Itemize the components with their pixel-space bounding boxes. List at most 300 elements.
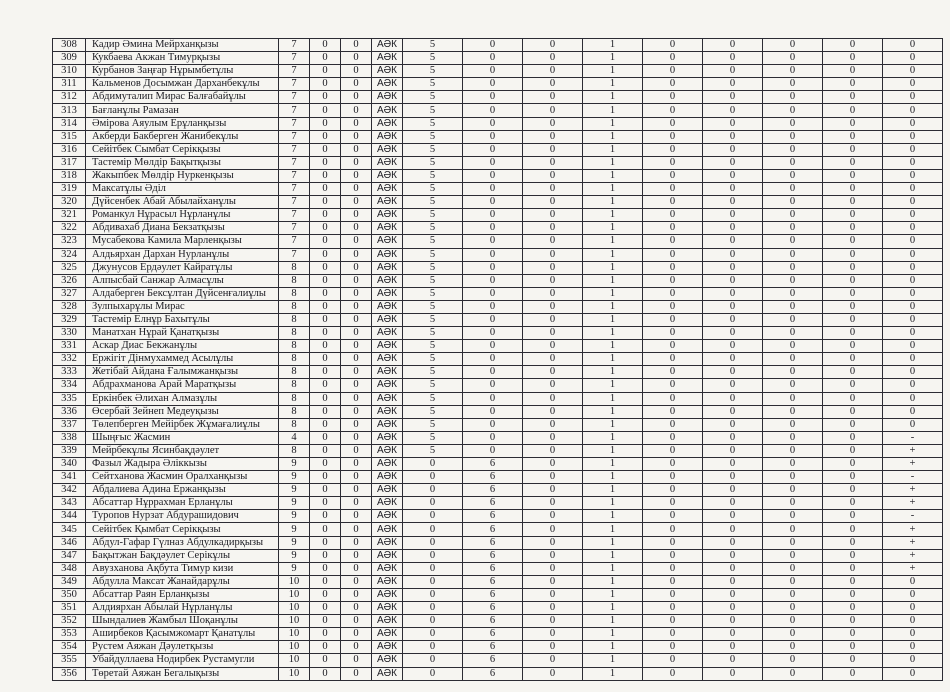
language-code-cell: АӘК (372, 575, 403, 588)
col-i-cell: 0 (763, 379, 823, 392)
col-e-cell: 0 (523, 313, 583, 326)
col-h-cell: 0 (703, 379, 763, 392)
col-d-cell: 6 (463, 575, 523, 588)
row-number-cell: 334 (53, 379, 86, 392)
col-g-cell: 0 (643, 654, 703, 667)
col-k-cell: 0 (883, 340, 943, 353)
col-c-cell: 5 (403, 418, 463, 431)
row-number-cell: 316 (53, 143, 86, 156)
language-code-cell: АӘК (372, 628, 403, 641)
table-row (53, 287, 943, 300)
col-i-cell: 0 (763, 628, 823, 641)
language-code-cell: АӘК (372, 313, 403, 326)
col-a-cell: 0 (310, 667, 341, 680)
row-number-cell: 346 (53, 536, 86, 549)
student-name-cell: Кукбаева Акжан Тимурқызы (86, 52, 279, 65)
col-f-cell: 1 (583, 169, 643, 182)
row-number-cell: 315 (53, 130, 86, 143)
col-g-cell: 0 (643, 104, 703, 117)
col-e-cell: 0 (523, 130, 583, 143)
col-h-cell: 0 (703, 287, 763, 300)
student-name-cell: Абдулла Максат Жанайдарұлы (86, 575, 279, 588)
col-f-cell: 1 (583, 353, 643, 366)
student-name-cell: Тастемір Елнұр Бахытұлы (86, 313, 279, 326)
col-j-cell: 0 (823, 117, 883, 130)
col-j-cell: 0 (823, 52, 883, 65)
col-b-cell: 0 (341, 510, 372, 523)
col-c-cell: 0 (403, 484, 463, 497)
row-number-cell: 348 (53, 562, 86, 575)
student-name-cell: Жетібай Айдана Ғалымжанқызы (86, 366, 279, 379)
row-number-cell: 327 (53, 287, 86, 300)
col-d-cell: 0 (463, 196, 523, 209)
col-k-cell: 0 (883, 130, 943, 143)
col-c-cell: 0 (403, 602, 463, 615)
col-f-cell: 1 (583, 39, 643, 52)
col-c-cell: 5 (403, 300, 463, 313)
col-h-cell: 0 (703, 405, 763, 418)
col-f-cell: 1 (583, 549, 643, 562)
grade-cell: 8 (279, 340, 310, 353)
col-j-cell: 0 (823, 340, 883, 353)
col-h-cell: 0 (703, 353, 763, 366)
grade-cell: 8 (279, 353, 310, 366)
col-f-cell: 1 (583, 117, 643, 130)
col-e-cell: 0 (523, 143, 583, 156)
student-name-cell: Туропов Нурзат Абдурашидович (86, 510, 279, 523)
table-row (53, 183, 943, 196)
col-g-cell: 0 (643, 52, 703, 65)
col-a-cell: 0 (310, 405, 341, 418)
col-c-cell: 0 (403, 458, 463, 471)
col-g-cell: 0 (643, 248, 703, 261)
col-a-cell: 0 (310, 287, 341, 300)
col-f-cell: 1 (583, 392, 643, 405)
table-row (53, 392, 943, 405)
col-k-cell: 0 (883, 379, 943, 392)
col-e-cell: 0 (523, 431, 583, 444)
language-code-cell: АӘК (372, 183, 403, 196)
col-a-cell: 0 (310, 130, 341, 143)
row-number-cell: 308 (53, 39, 86, 52)
col-e-cell: 0 (523, 444, 583, 457)
col-b-cell: 0 (341, 313, 372, 326)
language-code-cell: АӘК (372, 261, 403, 274)
col-c-cell: 5 (403, 261, 463, 274)
col-f-cell: 1 (583, 261, 643, 274)
col-f-cell: 1 (583, 641, 643, 654)
col-j-cell: 0 (823, 65, 883, 78)
col-a-cell: 0 (310, 222, 341, 235)
col-e-cell: 0 (523, 497, 583, 510)
table-row (53, 379, 943, 392)
col-i-cell: 0 (763, 615, 823, 628)
col-c-cell: 0 (403, 510, 463, 523)
row-number-cell: 317 (53, 156, 86, 169)
table-row (53, 654, 943, 667)
col-e-cell: 0 (523, 510, 583, 523)
grade-cell: 7 (279, 65, 310, 78)
col-a-cell: 0 (310, 366, 341, 379)
col-i-cell: 0 (763, 510, 823, 523)
col-h-cell: 0 (703, 117, 763, 130)
col-j-cell: 0 (823, 196, 883, 209)
col-a-cell: 0 (310, 156, 341, 169)
col-j-cell: 0 (823, 549, 883, 562)
row-number-cell: 340 (53, 458, 86, 471)
col-a-cell: 0 (310, 91, 341, 104)
col-d-cell: 0 (463, 117, 523, 130)
grade-cell: 10 (279, 654, 310, 667)
col-f-cell: 1 (583, 628, 643, 641)
col-e-cell: 0 (523, 235, 583, 248)
col-i-cell: 0 (763, 78, 823, 91)
language-code-cell: АӘК (372, 287, 403, 300)
col-f-cell: 1 (583, 602, 643, 615)
col-g-cell: 0 (643, 484, 703, 497)
grade-cell: 8 (279, 418, 310, 431)
col-c-cell: 5 (403, 287, 463, 300)
col-b-cell: 0 (341, 222, 372, 235)
table-row (53, 588, 943, 601)
table-row (53, 353, 943, 366)
col-a-cell: 0 (310, 261, 341, 274)
col-h-cell: 0 (703, 196, 763, 209)
col-c-cell: 5 (403, 78, 463, 91)
col-c-cell: 5 (403, 353, 463, 366)
col-h-cell: 0 (703, 104, 763, 117)
col-c-cell: 5 (403, 196, 463, 209)
col-k-cell: 0 (883, 143, 943, 156)
grade-cell: 8 (279, 287, 310, 300)
col-h-cell: 0 (703, 667, 763, 680)
col-c-cell: 5 (403, 183, 463, 196)
table-row (53, 405, 943, 418)
col-h-cell: 0 (703, 497, 763, 510)
col-g-cell: 0 (643, 431, 703, 444)
language-code-cell: АӘК (372, 392, 403, 405)
col-k-cell: 0 (883, 366, 943, 379)
student-name-cell: Мейрбекұлы Ясинбақдәулет (86, 444, 279, 457)
col-c-cell: 5 (403, 248, 463, 261)
col-i-cell: 0 (763, 602, 823, 615)
col-d-cell: 6 (463, 510, 523, 523)
grade-cell: 10 (279, 615, 310, 628)
col-c-cell: 5 (403, 405, 463, 418)
col-j-cell: 0 (823, 523, 883, 536)
col-e-cell: 0 (523, 183, 583, 196)
grade-cell: 8 (279, 313, 310, 326)
table-row (53, 615, 943, 628)
col-d-cell: 0 (463, 431, 523, 444)
table-row (53, 222, 943, 235)
col-c-cell: 5 (403, 169, 463, 182)
table-row (53, 575, 943, 588)
col-c-cell: 0 (403, 471, 463, 484)
col-g-cell: 0 (643, 287, 703, 300)
col-f-cell: 1 (583, 104, 643, 117)
col-g-cell: 0 (643, 536, 703, 549)
col-i-cell: 0 (763, 169, 823, 182)
language-code-cell: АӘК (372, 484, 403, 497)
grade-cell: 7 (279, 117, 310, 130)
student-name-cell: Шыңғыс Жасмин (86, 431, 279, 444)
col-h-cell: 0 (703, 130, 763, 143)
student-name-cell: Сейітбек Сымбат Серікқызы (86, 143, 279, 156)
student-name-cell: Мусабекова Камила Марленқызы (86, 235, 279, 248)
col-h-cell: 0 (703, 588, 763, 601)
student-name-cell: Джунусов Ердәулет Кайратұлы (86, 261, 279, 274)
col-e-cell: 0 (523, 471, 583, 484)
col-i-cell: 0 (763, 549, 823, 562)
col-d-cell: 6 (463, 497, 523, 510)
table-row (53, 196, 943, 209)
grade-cell: 9 (279, 471, 310, 484)
col-b-cell: 0 (341, 405, 372, 418)
col-j-cell: 0 (823, 91, 883, 104)
col-h-cell: 0 (703, 52, 763, 65)
col-b-cell: 0 (341, 52, 372, 65)
student-name-cell: Абдалиева Адина Ержанқызы (86, 484, 279, 497)
student-name-cell: Фазыл Жадыра Әліккызы (86, 458, 279, 471)
col-c-cell: 5 (403, 104, 463, 117)
col-d-cell: 0 (463, 91, 523, 104)
language-code-cell: АӘК (372, 523, 403, 536)
col-a-cell: 0 (310, 353, 341, 366)
col-d-cell: 0 (463, 366, 523, 379)
col-g-cell: 0 (643, 523, 703, 536)
col-d-cell: 0 (463, 287, 523, 300)
col-h-cell: 0 (703, 300, 763, 313)
col-i-cell: 0 (763, 405, 823, 418)
col-g-cell: 0 (643, 575, 703, 588)
table-row (53, 104, 943, 117)
col-a-cell: 0 (310, 471, 341, 484)
grade-cell: 7 (279, 143, 310, 156)
student-name-cell: Бақытжан Бақдәулет Серікұлы (86, 549, 279, 562)
row-number-cell: 330 (53, 327, 86, 340)
col-h-cell: 0 (703, 484, 763, 497)
col-g-cell: 0 (643, 209, 703, 222)
col-f-cell: 1 (583, 248, 643, 261)
row-number-cell: 332 (53, 353, 86, 366)
col-k-cell: 0 (883, 418, 943, 431)
col-g-cell: 0 (643, 366, 703, 379)
row-number-cell: 354 (53, 641, 86, 654)
col-h-cell: 0 (703, 615, 763, 628)
col-g-cell: 0 (643, 615, 703, 628)
student-name-cell: Кадир Әмина Мейрханқызы (86, 39, 279, 52)
col-i-cell: 0 (763, 143, 823, 156)
student-name-cell: Өсербай Зейнеп Медеуқызы (86, 405, 279, 418)
col-i-cell: 0 (763, 366, 823, 379)
language-code-cell: АӘК (372, 602, 403, 615)
col-b-cell: 0 (341, 392, 372, 405)
table-row (53, 52, 943, 65)
col-c-cell: 0 (403, 497, 463, 510)
student-name-cell: Еркінбек Әлихан Алмазұлы (86, 392, 279, 405)
row-number-cell: 338 (53, 431, 86, 444)
col-j-cell: 0 (823, 628, 883, 641)
col-d-cell: 0 (463, 130, 523, 143)
grade-cell: 7 (279, 78, 310, 91)
col-i-cell: 0 (763, 117, 823, 130)
student-name-cell: Аширбеков Қасымжомарт Қанатұлы (86, 628, 279, 641)
col-a-cell: 0 (310, 536, 341, 549)
col-f-cell: 1 (583, 300, 643, 313)
col-g-cell: 0 (643, 379, 703, 392)
language-code-cell: АӘК (372, 667, 403, 680)
col-g-cell: 0 (643, 78, 703, 91)
language-code-cell: АӘК (372, 65, 403, 78)
col-a-cell: 0 (310, 274, 341, 287)
col-d-cell: 6 (463, 484, 523, 497)
grade-cell: 8 (279, 274, 310, 287)
language-code-cell: АӘК (372, 562, 403, 575)
col-d-cell: 0 (463, 379, 523, 392)
grade-cell: 9 (279, 523, 310, 536)
col-a-cell: 0 (310, 340, 341, 353)
col-d-cell: 0 (463, 313, 523, 326)
col-c-cell: 0 (403, 549, 463, 562)
col-a-cell: 0 (310, 65, 341, 78)
col-j-cell: 0 (823, 602, 883, 615)
col-e-cell: 0 (523, 588, 583, 601)
table-row (53, 497, 943, 510)
col-e-cell: 0 (523, 78, 583, 91)
col-k-cell: 0 (883, 209, 943, 222)
col-h-cell: 0 (703, 654, 763, 667)
col-f-cell: 1 (583, 418, 643, 431)
col-h-cell: 0 (703, 444, 763, 457)
col-c-cell: 0 (403, 654, 463, 667)
grade-cell: 7 (279, 169, 310, 182)
student-name-cell: Аскар Диас Бекжанұлы (86, 340, 279, 353)
col-j-cell: 0 (823, 130, 883, 143)
col-i-cell: 0 (763, 353, 823, 366)
col-f-cell: 1 (583, 183, 643, 196)
col-a-cell: 0 (310, 300, 341, 313)
table-row (53, 117, 943, 130)
col-k-cell: 0 (883, 313, 943, 326)
col-c-cell: 5 (403, 52, 463, 65)
col-k-cell: 0 (883, 104, 943, 117)
row-number-cell: 309 (53, 52, 86, 65)
col-k-cell: 0 (883, 248, 943, 261)
col-d-cell: 0 (463, 39, 523, 52)
row-number-cell: 312 (53, 91, 86, 104)
col-k-cell: 0 (883, 156, 943, 169)
col-j-cell: 0 (823, 379, 883, 392)
col-b-cell: 0 (341, 235, 372, 248)
col-e-cell: 0 (523, 484, 583, 497)
col-j-cell: 0 (823, 261, 883, 274)
col-i-cell: 0 (763, 340, 823, 353)
row-number-cell: 333 (53, 366, 86, 379)
language-code-cell: АӘК (372, 405, 403, 418)
col-c-cell: 0 (403, 667, 463, 680)
col-d-cell: 0 (463, 418, 523, 431)
col-k-cell: + (883, 562, 943, 575)
col-k-cell: 0 (883, 392, 943, 405)
col-d-cell: 0 (463, 52, 523, 65)
col-e-cell: 0 (523, 261, 583, 274)
col-g-cell: 0 (643, 313, 703, 326)
row-number-cell: 341 (53, 471, 86, 484)
col-j-cell: 0 (823, 39, 883, 52)
col-g-cell: 0 (643, 602, 703, 615)
language-code-cell: АӘК (372, 471, 403, 484)
language-code-cell: АӘК (372, 274, 403, 287)
col-i-cell: 0 (763, 52, 823, 65)
col-i-cell: 0 (763, 523, 823, 536)
row-number-cell: 323 (53, 235, 86, 248)
language-code-cell: АӘК (372, 444, 403, 457)
row-number-cell: 319 (53, 183, 86, 196)
col-c-cell: 0 (403, 562, 463, 575)
col-b-cell: 0 (341, 183, 372, 196)
student-name-cell: Алдиярхан Абылай Нұрланұлы (86, 602, 279, 615)
language-code-cell: АӘК (372, 615, 403, 628)
col-c-cell: 5 (403, 91, 463, 104)
col-g-cell: 0 (643, 497, 703, 510)
grade-cell: 7 (279, 235, 310, 248)
col-a-cell: 0 (310, 641, 341, 654)
col-a-cell: 0 (310, 575, 341, 588)
col-j-cell: 0 (823, 222, 883, 235)
col-g-cell: 0 (643, 510, 703, 523)
col-b-cell: 0 (341, 353, 372, 366)
student-name-cell: Абсаттар Раян Ерланқызы (86, 588, 279, 601)
col-i-cell: 0 (763, 392, 823, 405)
col-a-cell: 0 (310, 327, 341, 340)
col-f-cell: 1 (583, 52, 643, 65)
col-d-cell: 0 (463, 340, 523, 353)
col-e-cell: 0 (523, 366, 583, 379)
col-a-cell: 0 (310, 379, 341, 392)
col-f-cell: 1 (583, 366, 643, 379)
col-b-cell: 0 (341, 327, 372, 340)
col-f-cell: 1 (583, 340, 643, 353)
col-h-cell: 0 (703, 458, 763, 471)
col-d-cell: 6 (463, 471, 523, 484)
col-c-cell: 5 (403, 235, 463, 248)
col-j-cell: 0 (823, 156, 883, 169)
grade-cell: 7 (279, 183, 310, 196)
col-e-cell: 0 (523, 523, 583, 536)
col-i-cell: 0 (763, 444, 823, 457)
col-i-cell: 0 (763, 536, 823, 549)
col-f-cell: 1 (583, 222, 643, 235)
col-i-cell: 0 (763, 497, 823, 510)
col-h-cell: 0 (703, 209, 763, 222)
col-g-cell: 0 (643, 91, 703, 104)
col-c-cell: 5 (403, 327, 463, 340)
language-code-cell: АӘК (372, 222, 403, 235)
col-k-cell: 0 (883, 654, 943, 667)
col-d-cell: 0 (463, 65, 523, 78)
table-row (53, 366, 943, 379)
table-row (53, 327, 943, 340)
col-h-cell: 0 (703, 366, 763, 379)
col-g-cell: 0 (643, 471, 703, 484)
grade-cell: 8 (279, 261, 310, 274)
col-c-cell: 5 (403, 431, 463, 444)
table-row (53, 523, 943, 536)
language-code-cell: АӘК (372, 169, 403, 182)
col-j-cell: 0 (823, 667, 883, 680)
language-code-cell: АӘК (372, 130, 403, 143)
